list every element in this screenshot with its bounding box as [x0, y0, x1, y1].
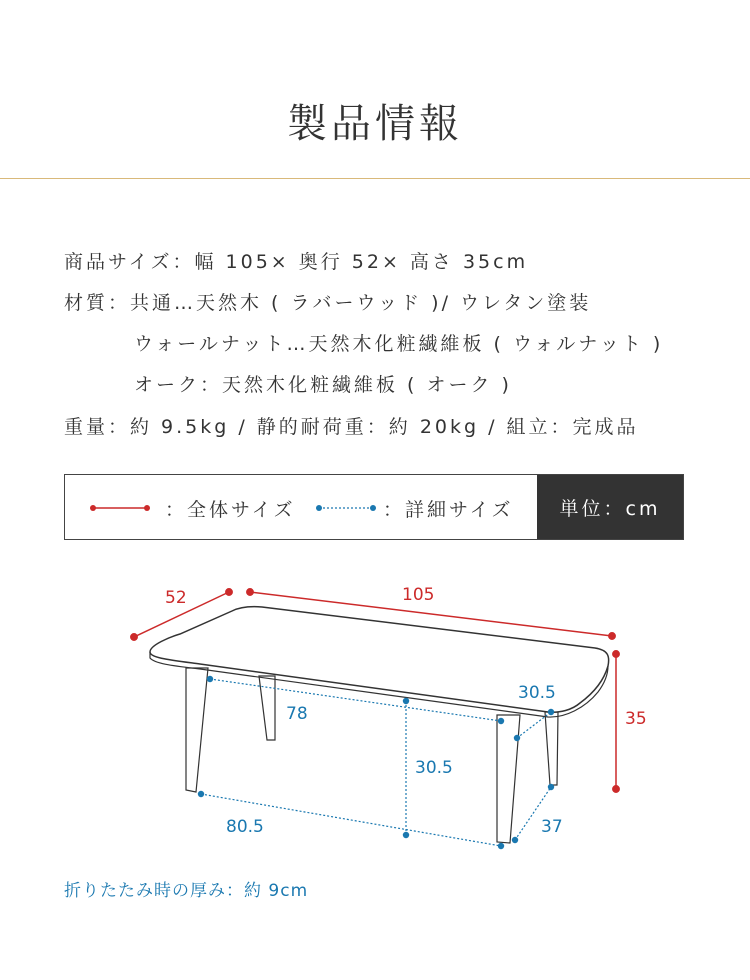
front-right-leg	[497, 715, 520, 843]
spec-material: 材質：共通…天然木 ( ラバーウッド )/ ウレタン塗装	[64, 292, 592, 314]
base-depth-label: 37	[541, 817, 563, 837]
leg-depth-label: 30.5	[518, 683, 556, 703]
inner-length-label: 78	[286, 704, 308, 724]
legend-overall-label: ：全体サイズ	[165, 499, 296, 521]
spec-size: 商品サイズ：幅 105× 奥行 52× 高さ 35cm	[64, 251, 529, 273]
spec-material-walnut: ウォールナット…天然木化粧繊維板 ( ウォルナット )	[134, 333, 664, 355]
depth-dim-start	[131, 634, 137, 640]
spec-weight: 重量：約 9.5kg / 静的耐荷重：約 20kg / 組立：完成品	[64, 416, 639, 438]
front-left-leg	[186, 668, 208, 792]
folded-thickness-note: 折りたたみ時の厚み：約 9cm	[64, 881, 309, 901]
height-label: 35	[625, 709, 647, 729]
back-left-leg	[259, 676, 275, 740]
width-dim-start	[247, 589, 253, 595]
height-dim-start	[613, 651, 619, 657]
depth-label: 52	[165, 588, 187, 608]
depth-dim-end	[226, 589, 232, 595]
leg-height-label: 30.5	[415, 758, 453, 778]
unit-label: 単位：cm	[537, 475, 683, 539]
spec-material-oak: オーク：天然木化粧繊維板 ( オーク )	[134, 374, 512, 396]
height-dim-end	[613, 786, 619, 792]
legend-detail-label: ：詳細サイズ	[383, 499, 514, 521]
page-title: 製品情報	[287, 101, 463, 147]
back-right-leg	[545, 712, 558, 785]
base-length-label: 80.5	[226, 817, 264, 837]
width-dim-end	[609, 633, 615, 639]
width-label: 105	[402, 585, 435, 605]
